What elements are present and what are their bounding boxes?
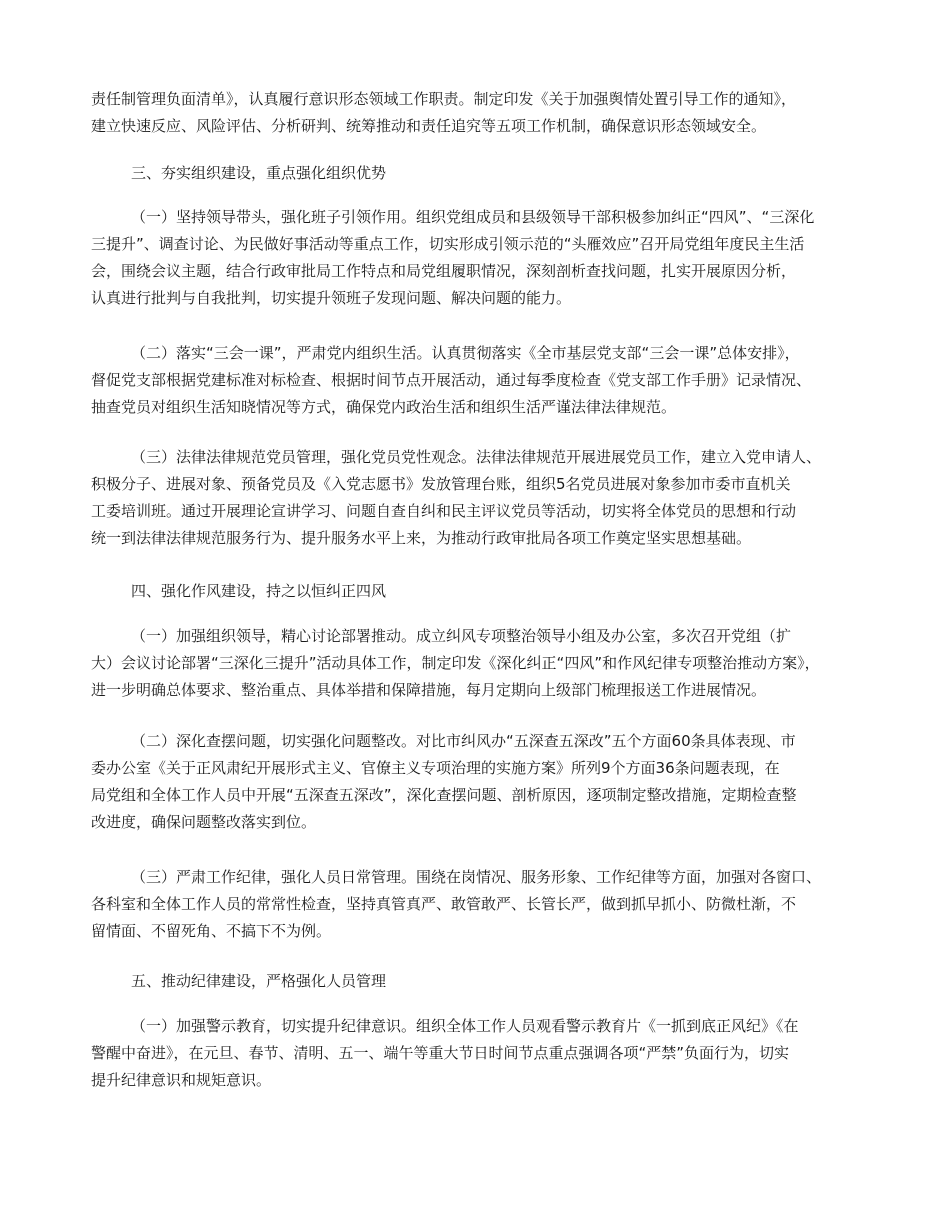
heading-text: 四、强化作风建设，持之以恒纠正四风	[131, 582, 387, 600]
text-line: （一）加强组织领导，精心讨论部署推动。成立纠风专项整治领导小组及办公室，多次召开党组（扩	[131, 627, 792, 645]
heading-text: 五、推动纪律建设，严格强化人员管理	[131, 972, 387, 990]
text-line: 委办公室《关于正风肃纪开展形式主义、官僚主义专项治理的实施方案》所列9个方面36条问题表现，在	[91, 759, 780, 777]
text-line: （二）深化查摆问题，切实强化问题整改。对比市纠风办“五深查五深改”五个方面60条具体表现、市	[131, 732, 796, 750]
text-line: 局党组和全体工作人员中开展“五深查五深改”，深化查摆问题、剖析原因，逐项制定整改措施，定期检查整	[91, 786, 797, 804]
paragraph-4-3	[91, 864, 881, 945]
text-line: 留情面、不留死角、不搞下不为例。	[91, 922, 332, 940]
text-line: 认真进行批判与自我批判，切实提升领班子发现问题、解决问题的能力。	[91, 289, 572, 307]
text-line: 责任制管理负面清单》，认真履行意识形态领域工作职责。制定印发《关于加强舆情处置引导工作的通知》，	[91, 90, 797, 108]
text-line: （三）严肃工作纪律，强化人员日常管理。围绕在岗情况、服务形象、工作纪律等方面，加强对各窗口、	[131, 868, 822, 886]
paragraph-5-1	[91, 1013, 881, 1094]
text-line: 积极分子、进展对象、预备党员及《入党志愿书》发放管理台账，组织5名党员进展对象参加市委市直机关	[91, 475, 791, 493]
paragraph-4-1	[91, 623, 881, 704]
paragraph-4-2	[91, 728, 881, 836]
text-line: 督促党支部根据党建标准对标检查、根据时间节点开展活动，通过每季度检查《党支部工作手册》记录情况、	[91, 371, 812, 389]
section-heading-5	[91, 968, 881, 995]
paragraph-ideology-continued	[91, 86, 881, 140]
text-line: 建立快速反应、风险评估、分析研判、统筹推动和责任追究等五项工作机制，确保意识形态领域安全。	[91, 117, 767, 135]
text-line: （一）加强警示教育，切实提升纪律意识。组织全体工作人员观看警示教育片《一抓到底正风纪》《在	[131, 1017, 799, 1035]
section-heading-3	[91, 160, 881, 187]
text-line: （二）落实“三会一课”，严肃党内组织生活。认真贯彻落实《全市基层党支部“三会一课”总体安排》，	[131, 344, 800, 362]
text-line: 会，围绕会议主题，结合行政审批局工作特点和局党组履职情况，深刻剖析查找问题，扎实开展原因分析，	[91, 262, 797, 280]
text-line: 工委培训班。通过开展理论宣讲学习、问题自查自纠和民主评议党员等活动，切实将全体党员的思想和行动	[91, 502, 797, 520]
paragraph-3-3	[91, 444, 881, 552]
paragraph-3-2	[91, 340, 881, 421]
text-line: （三）法律法律规范党员管理，强化党员党性观念。法律法律规范开展进展党员工作，建立入党申请人、	[131, 448, 822, 466]
text-line: 各科室和全体工作人员的常常性检查，坚持真管真严、敢管敢严、长管长严，做到抓早抓小、防微杜渐，不	[91, 895, 797, 913]
text-line: 进一步明确总体要求、整治重点、具体举措和保障措施，每月定期向上级部门梳理报送工作进展情况。	[91, 681, 767, 699]
text-line: 提升纪律意识和规矩意识。	[91, 1071, 272, 1089]
heading-text: 三、夯实组织建设，重点强化组织优势	[131, 164, 387, 182]
text-line: （一）坚持领导带头，强化班子引领作用。组织党组成员和县级领导干部积极参加纠正“四风”、“三深化	[131, 208, 815, 226]
text-line: 大）会议讨论部署“三深化三提升”活动具体工作，制定印发《深化纠正“四风”和作风纪律专项整治推动方案》，	[91, 654, 820, 672]
paragraph-3-1	[91, 204, 881, 312]
text-line: 统一到法律法律规范服务行为、提升服务水平上来，为推动行政审批局各项工作奠定坚实思想基础。	[91, 529, 752, 547]
text-line: 改进度，确保问题整改落实到位。	[91, 813, 317, 831]
text-line: 三提升”、调查讨论、为民做好事活动等重点工作，切实形成引领示范的“头雁效应”召开局党组年度民主生活	[91, 235, 805, 253]
text-line: 抽查党员对组织生活知晓情况等方式，确保党内政治生活和组织生活严谨法律法律规范。	[91, 398, 677, 416]
section-heading-4	[91, 578, 881, 605]
text-line: 警醒中奋进》，在元旦、春节、清明、五一、端午等重大节日时间节点重点强调各项“严禁”负面行为，切实	[91, 1044, 790, 1062]
